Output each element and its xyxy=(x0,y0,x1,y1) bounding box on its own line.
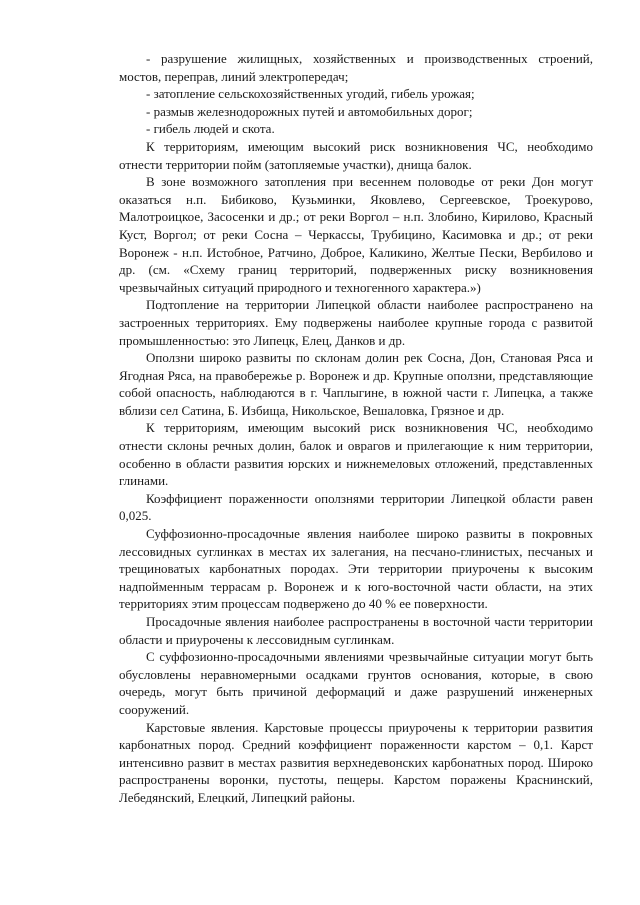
paragraph-text: К территориям, имеющим высокий риск возникновения ЧС, необходимо отнести склоны речных долин, балок и оврагов и прилегающие к ним территории, особенно в области развития юрских и нижнемеловых отложений, представленных глинами. xyxy=(119,420,593,489)
paragraph-bullet-erosion xyxy=(119,103,593,121)
paragraph-text: Просадочные явления наиболее распространены в восточной части территории области и приурочены к лессовидным суглинкам. xyxy=(119,614,593,647)
paragraph-text: Подтопление на территории Липецкой области наиболее распространено на застроенных территориях. Ему подвержены наиболее крупные города с развитой промышленностью: это Липецк, Елец, Данков и др. xyxy=(119,297,593,348)
paragraph-suffosion xyxy=(119,525,593,613)
paragraph-text: Карстовые явления. Карстовые процессы приурочены к территории развития карбонатных пород. Средний коэффициент пораженности карстом – 0,1. Карст интенсивно развит в местах развития верхнедевонских карбонатных пород. Широко распространены воронки, пустоты, пещеры. Карстом поражены Краснинский, Лебедянский, Елецкий, Липецкий районы. xyxy=(119,719,593,805)
paragraph-text: Оползни широко развиты по склонам долин рек Сосна, Дон, Становая Ряса и Ягодная Ряса, на правобережье р. Воронеж и др. Крупные оползни, представляющие собой опасность, наблюдаются в г. Чаплыгине, в южной части г. Липецка, а также вблизи сел Сатина, Б. Избища, Никольское, Вешаловка, Грязное и др. xyxy=(119,350,593,418)
paragraph-text: Коэффициент пораженности оползнями территории Липецкой области равен 0,025. xyxy=(119,490,593,524)
paragraph-bullet-destruction xyxy=(119,50,593,85)
paragraph-bullet-flooding xyxy=(119,85,593,103)
paragraph-landslides xyxy=(119,349,593,419)
paragraph-text: В зоне возможного затопления при весеннем половодье от реки Дон могут оказаться н.п. Бибиково, Кузьминки, Яковлево, Сергеевское, Троекурово, Малотроицкое, Засосенки и др.; от реки Воргол – н.п. Злобино, Кирилово, Красный Куст, Воргол; от реки Сосна – Черкассы, Трубицино, Касимовка и др.; от реки Воронеж - н.п. Истобное, Ратчино, Доброе, Каликино, Желтые Пески, Вербилово и др. (см. «Схему границ территорий, подверженных риску возникновения чрезвычайных ситуаций природного и техногенного характера.») xyxy=(119,174,593,295)
paragraph-landslide-coefficient xyxy=(119,490,593,525)
paragraph-high-risk-slopes xyxy=(119,419,593,489)
paragraph-text: - разрушение жилищных, хозяйственных и производственных строений, мостов, переправ, линий электропередач; xyxy=(119,51,593,84)
paragraph-text: - размыв железнодорожных путей и автомобильных дорог; xyxy=(146,103,473,119)
paragraph-high-risk-floodplains xyxy=(119,138,593,173)
paragraph-flood-zone xyxy=(119,173,593,296)
paragraph-text: С суффозионно-просадочными явлениями чрезвычайные ситуации могут быть обусловлены неравномерными осадками грунтов основания, которые, в свою очередь, могут быть причиной деформаций и даже разрушений инженерных сооружений. xyxy=(119,649,593,717)
paragraph-emergency-causes xyxy=(119,648,593,718)
paragraph-bullet-casualties xyxy=(119,120,593,138)
paragraph-subsidence xyxy=(119,613,593,648)
paragraph-text: - гибель людей и скота. xyxy=(146,121,275,137)
document-page xyxy=(119,50,593,807)
paragraph-text: - затопление сельскохозяйственных угодий, гибель урожая; xyxy=(146,86,475,102)
paragraph-text: К территориям, имеющим высокий риск возникновения ЧС, необходимо отнести территории пойм (затопляемые участки), днища балок. xyxy=(119,138,593,172)
paragraph-text: Суффозионно-просадочные явления наиболее широко развиты в покровных лессовидных суглинках в местах их залегания, на песчано-глинистых, песчаных и трещиноватых карбонатных породах. Эти территории приурочены к высоким надпойменным террасам р. Воронеж и к юго-восточной части области, на этих территориях этим процессам подвержено до 40 % ее поверхности. xyxy=(119,526,593,612)
paragraph-underflooding xyxy=(119,296,593,349)
paragraph-karst xyxy=(119,719,593,807)
